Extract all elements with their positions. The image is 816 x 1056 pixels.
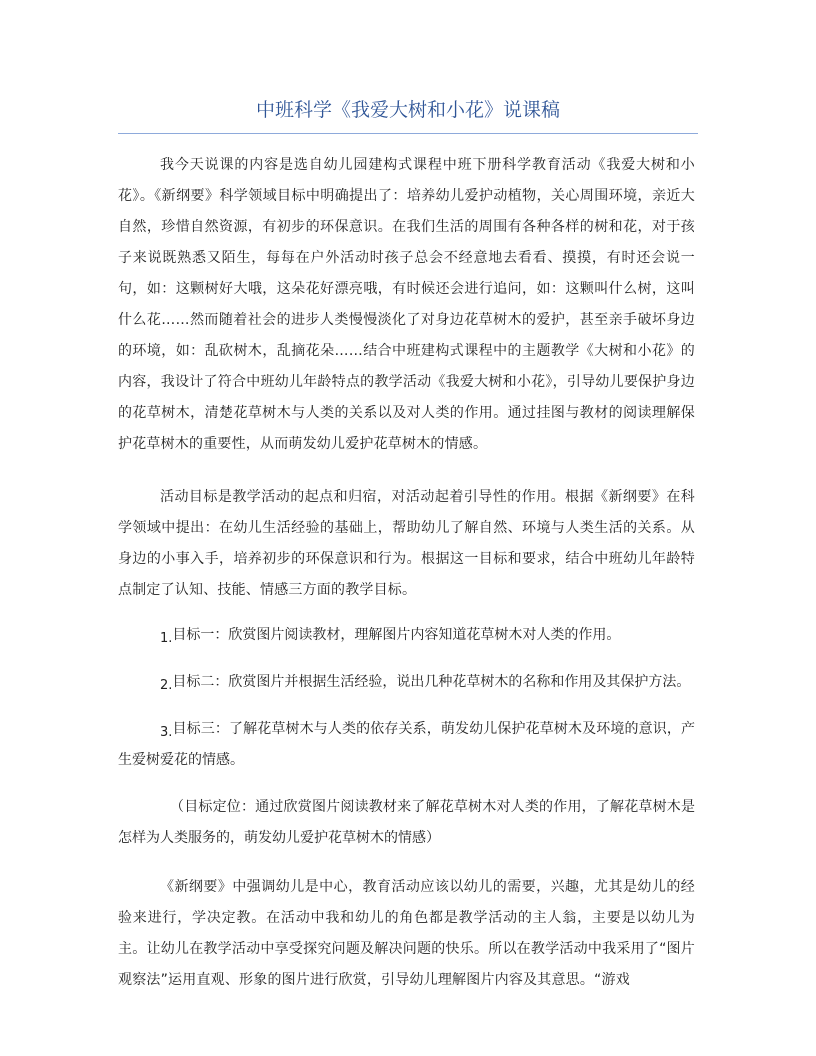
paragraph-objectives: 活动目标是教学活动的起点和归宿，对活动起着引导性的作用。根据《新纲要》在科学领域中提出：在幼儿生活经验的基础上，帮助幼儿了解自然、环境与人类生活的关系。从身边的小事入手，培养初步的环保意识和行为。根据这一目标和要求，结合中班幼儿年龄特点制定了认知、技能、情感三方面的教学目标。 [118, 489, 695, 598]
goal-text: 目标一：欣赏图片阅读教材，理解图片内容知道花草树木对人类的作用。 [172, 627, 621, 643]
goal-number: 1. [160, 631, 173, 646]
paragraph-intro: 我今天说课的内容是选自幼儿园建构式课程中班下册科学教育活动《我爱大树和小花》。《新纲要》科学领域目标中明确提出了：培养幼儿爱护动植物，关心周围环境，亲近大自然，珍惜自然资源，有初步的环保意识。在我们生活的周围有各种各样的树和花，对于孩子来说既熟悉又陌生，每每在户外活动时孩子总会不经意地去看看、摸摸，有时还会说一句，如：这颗树好大哦，这朵花好漂亮哦，有时候还会进行追问，如：这颗叫什么树，这叫什么花……然而随着社会的进步人类慢慢淡化了对身边花草树木的爱护，甚至亲手破坏身边的环境，如：乱砍树木，乱摘花朵……结合中班建构式课程中的主题教学《大树和小花》的内容，我设计了符合中班幼儿年龄特点的教学活动《我爱大树和小花》，引导幼儿要保护身边的花草树木，清楚花草树木与人类的关系以及对人类的作用。通过挂图与教材的阅读理解保护花草树木的重要性，从而萌发幼儿爱护花草树木的情感。 [118, 157, 695, 452]
document-body [118, 150, 695, 1018]
goal-number: 3. [160, 725, 173, 740]
document-title: 中班科学《我爱大树和小花》说课稿 [255, 99, 560, 121]
goal-number: 2. [160, 678, 173, 693]
goal-positioning-note: （目标定位：通过欣赏图片阅读教材来了解花草树木对人类的作用，了解花草树木是怎样为人类服务的，萌发幼儿爱护花草树木的情感） [118, 799, 695, 846]
goal-item-2 [118, 667, 695, 698]
goal-item-1 [118, 620, 695, 651]
goal-item-3 [118, 714, 695, 776]
goal-text: 目标三：了解花草树木与人类的依存关系，萌发幼儿保护花草树木及环境的意识，产生爱树爱花的情感。 [118, 721, 695, 768]
goal-text: 目标二：欣赏图片并根据生活经验，说出几种花草树木的名称和作用及其保护方法。 [172, 674, 691, 690]
paragraph-methods: 《新纲要》中强调幼儿是中心，教育活动应该以幼儿的需要，兴趣，尤其是幼儿的经验来进行，学决定教。在活动中我和幼儿的角色都是教学活动的主人翁，主要是以幼儿为主。让幼儿在教学活动中享受探究问题及解决问题的快乐。所以在教学活动中我采用了“图片观察法”运用直观、形象的图片进行欣赏，引导幼儿理解图片内容及其意思。“游戏 [118, 879, 695, 988]
title-divider [118, 133, 698, 134]
